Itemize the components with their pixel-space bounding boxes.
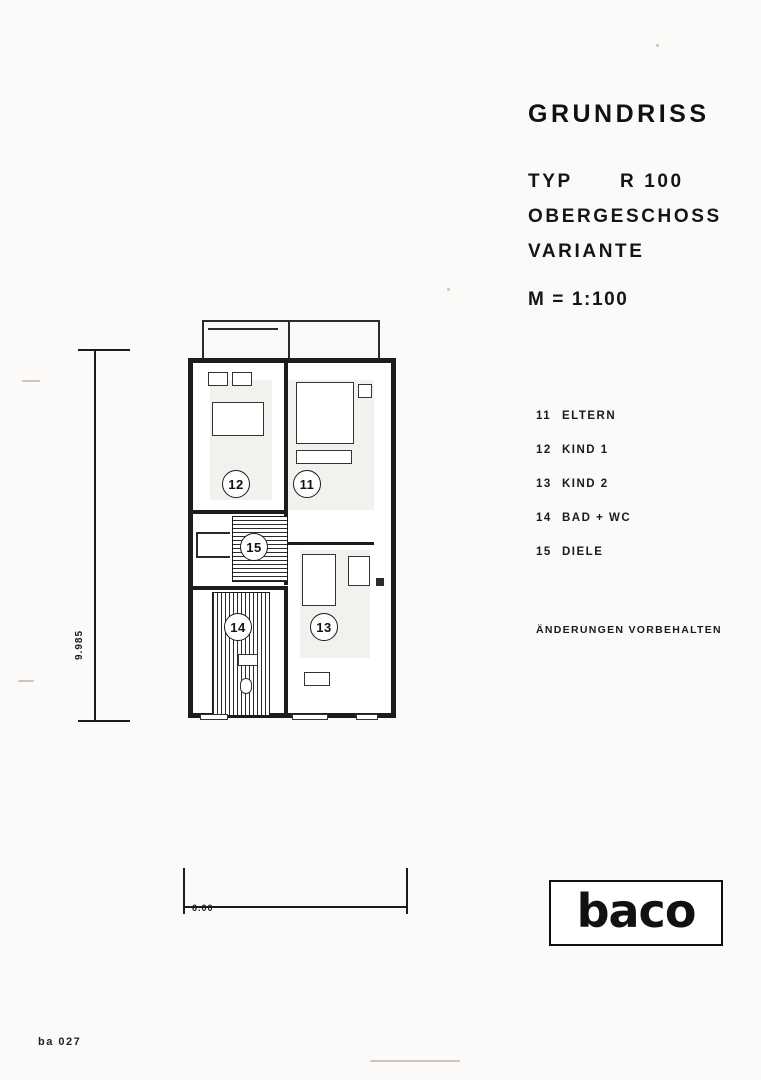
legend-item	[536, 444, 756, 456]
room-legend	[536, 410, 756, 580]
interior-wall-horizontal-upper	[193, 510, 288, 514]
legend-number: 14	[536, 512, 552, 524]
type-value: R 100	[620, 171, 684, 192]
desk-kind2	[304, 672, 330, 686]
window-mark-bottom-mid	[292, 714, 328, 720]
stair-rail	[196, 556, 230, 558]
paper-speck	[18, 680, 34, 682]
baco-logo	[549, 880, 723, 946]
paper-speck	[370, 1060, 460, 1062]
wardrobe-kind1-b	[232, 372, 252, 386]
room-marker-14: 14	[224, 613, 252, 641]
toilet-fixture	[240, 678, 252, 694]
sheet-code: ba 027	[38, 1036, 82, 1048]
bed-kind2	[302, 554, 336, 606]
legend-label: DIELE	[562, 546, 604, 558]
legend-label: ELTERN	[562, 410, 617, 422]
stair-rail-end	[196, 532, 198, 557]
room-marker-13: 13	[310, 613, 338, 641]
balcony-inner-line	[208, 328, 278, 330]
scale-label: M = 1:100	[528, 289, 629, 310]
balcony-outline-top	[202, 320, 380, 322]
room-marker-15: 15	[240, 533, 268, 561]
room-marker-11: 11	[293, 470, 321, 498]
paper-speck	[22, 380, 40, 382]
vertical-dimension-label: 9.985	[74, 629, 85, 660]
vertical-dimension-tick-top	[78, 349, 130, 351]
interior-wall-horizontal-lower-right	[288, 542, 374, 545]
legend-item	[536, 478, 756, 490]
legend-label: KIND 1	[562, 444, 609, 456]
balcony-outline-right	[378, 320, 380, 360]
bathtub-fixture	[238, 654, 258, 666]
closet-kind2	[348, 556, 370, 586]
wardrobe-eltern	[296, 450, 352, 464]
legend-label: KIND 2	[562, 478, 609, 490]
wardrobe-kind1-a	[208, 372, 228, 386]
stair-rail	[196, 532, 230, 534]
balcony-outline-left	[202, 320, 204, 360]
bed-kind1	[212, 402, 264, 436]
nightstand-eltern	[358, 384, 372, 398]
horizontal-dimension-tick-left	[183, 868, 185, 914]
window-mark-bottom-right	[356, 714, 378, 720]
legend-number: 15	[536, 546, 552, 558]
horizontal-dimension-tick-right	[406, 868, 408, 914]
type-label: TYP	[528, 171, 573, 192]
disclaimer-note: ÄNDERUNGEN VORBEHALTEN	[536, 624, 722, 636]
horizontal-dimension-line	[184, 906, 408, 908]
interior-wall-vertical-lower	[284, 586, 288, 718]
bed-eltern	[296, 382, 354, 444]
interior-wall-horizontal-mid	[193, 586, 288, 590]
interior-wall-vertical-left-upper	[284, 363, 288, 513]
legend-number: 11	[536, 410, 552, 422]
legend-item	[536, 410, 756, 422]
vertical-dimension-line	[94, 350, 96, 722]
legend-item	[536, 512, 756, 524]
floor-label: OBERGESCHOSS	[528, 206, 722, 227]
legend-number: 12	[536, 444, 552, 456]
logo-text: baco	[576, 884, 696, 938]
title-block	[528, 100, 753, 311]
type-line	[528, 171, 753, 193]
page-title: GRUNDRISS	[528, 100, 710, 128]
paper-speck	[656, 44, 659, 47]
horizontal-dimension-label: 6.00	[192, 903, 214, 913]
balcony-divider	[288, 322, 290, 360]
legend-item	[536, 546, 756, 558]
room-marker-12: 12	[222, 470, 250, 498]
floor-plan	[180, 320, 410, 730]
paper-speck	[447, 288, 450, 291]
window-mark-bottom-left	[200, 714, 228, 720]
legend-number: 13	[536, 478, 552, 490]
vertical-dimension-tick-bottom	[78, 720, 130, 722]
legend-label: BAD + WC	[562, 512, 632, 524]
wall-nib-right	[376, 578, 384, 586]
variant-label: VARIANTE	[528, 241, 645, 262]
